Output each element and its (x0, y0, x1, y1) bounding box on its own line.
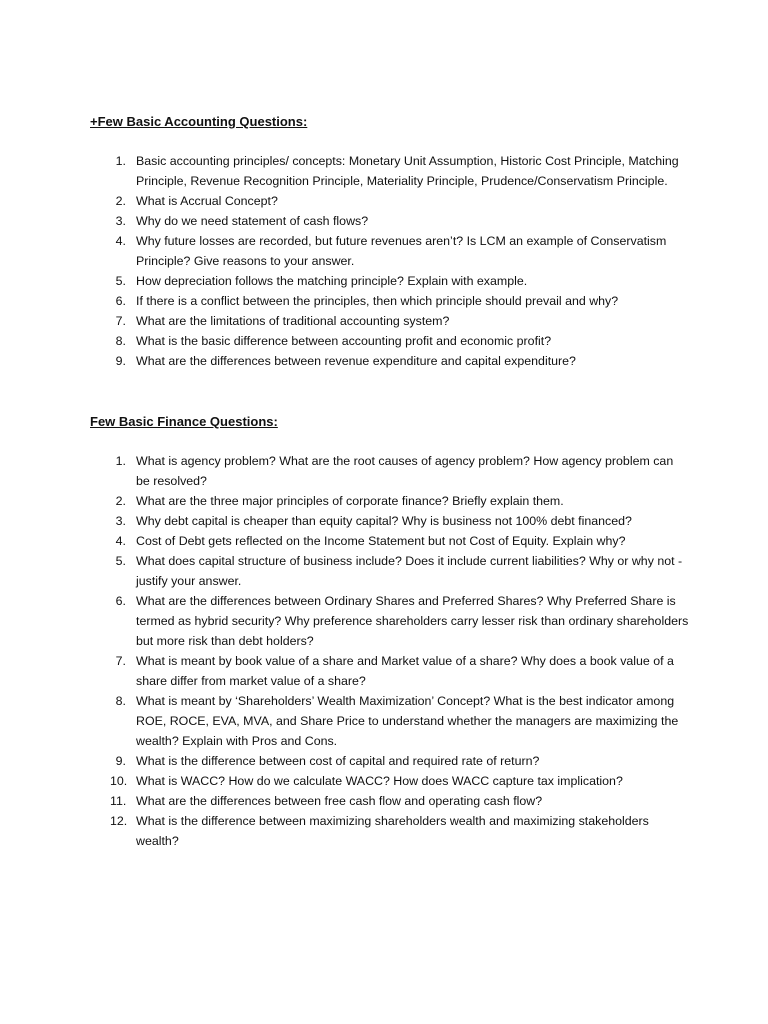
finance-heading: Few Basic Finance Questions: (90, 414, 278, 429)
finance-question-list (110, 451, 690, 851)
question-number: 9. (115, 354, 126, 368)
question-number: 1. (115, 454, 126, 468)
question-number: 3. (115, 214, 126, 228)
question-number: 8. (115, 334, 126, 348)
question-number: 12. (110, 814, 128, 828)
question-number: 2. (115, 194, 126, 208)
question-text: Basic accounting principles/ concepts: Monetary Unit Assumption, Historic Cost Principle, Matching Principle, Revenue Recognition Principle, Materiality Principle, Prudence/Conservatism Principle. (136, 154, 679, 188)
question-text: Cost of Debt gets reflected on the Income Statement but not Cost of Equity. Explain why? (136, 534, 626, 548)
finance-question-9 (110, 751, 690, 771)
accounting-question-6 (110, 291, 690, 311)
question-text: Why do we need statement of cash flows? (136, 214, 369, 228)
question-text: How depreciation follows the matching principle? Explain with example. (136, 274, 528, 288)
accounting-question-8 (110, 331, 690, 351)
question-number: 5. (115, 274, 126, 288)
question-text: What are the differences between revenue expenditure and capital expenditure? (136, 354, 576, 368)
question-text: What are the differences between Ordinary Shares and Preferred Shares? Why Preferred Share is termed as hybrid security? Why preference shareholders carry lesser risk than ordinary shareholders but more risk than debt holders? (136, 594, 689, 648)
question-number: 9. (115, 754, 126, 768)
question-number: 5. (115, 554, 126, 568)
question-text: What are the differences between free cash flow and operating cash flow? (136, 794, 543, 808)
question-number: 1. (115, 154, 126, 168)
finance-question-4 (110, 531, 690, 551)
question-number: 8. (115, 694, 126, 708)
finance-question-11 (110, 791, 690, 811)
finance-question-5 (110, 551, 690, 591)
question-text: What does capital structure of business include? Does it include current liabilities? Why or why not - justify your answer. (136, 554, 683, 588)
question-number: 11. (110, 794, 127, 808)
question-number: 7. (115, 314, 126, 328)
accounting-question-4 (110, 231, 690, 271)
finance-question-8 (110, 691, 690, 751)
finance-question-6 (110, 591, 690, 651)
accounting-question-1 (110, 151, 690, 191)
question-number: 2. (115, 494, 126, 508)
finance-question-12 (110, 811, 690, 851)
question-text: If there is a conflict between the principles, then which principle should prevail and why? (136, 294, 619, 308)
question-text: What is meant by ‘Shareholders’ Wealth Maximization’ Concept? What is the best indicator among ROE, ROCE, EVA, MVA, and Share Price to understand whether the managers are maximizing the wealth? Explain with Pros and Cons. (136, 694, 679, 748)
accounting-question-2 (110, 191, 690, 211)
question-number: 6. (115, 594, 126, 608)
question-number: 6. (115, 294, 126, 308)
accounting-heading: +Few Basic Accounting Questions: (90, 114, 308, 129)
question-text: What is Accrual Concept? (136, 194, 278, 208)
question-number: 4. (115, 534, 126, 548)
finance-question-2 (110, 491, 690, 511)
finance-question-10 (110, 771, 690, 791)
accounting-question-3 (110, 211, 690, 231)
question-number: 7. (115, 654, 126, 668)
accounting-question-7 (110, 311, 690, 331)
question-number: 3. (115, 514, 126, 528)
question-text: What is agency problem? What are the root causes of agency problem? How agency problem can be resolved? (136, 454, 674, 488)
question-text: What is the difference between maximizing shareholders wealth and maximizing stakeholders wealth? (136, 814, 649, 848)
finance-question-7 (110, 651, 690, 691)
question-text: What is the difference between cost of capital and required rate of return? (136, 754, 540, 768)
question-text: What are the limitations of traditional accounting system? (136, 314, 450, 328)
question-text: Why debt capital is cheaper than equity capital? Why is business not 100% debt financed? (136, 514, 632, 528)
question-text: What is WACC? How do we calculate WACC? How does WACC capture tax implication? (136, 774, 623, 788)
accounting-question-9 (110, 351, 690, 371)
question-number: 4. (115, 234, 126, 248)
finance-question-1 (110, 451, 690, 491)
question-text: What is meant by book value of a share and Market value of a share? Why does a book value of a share differ from market value of a share? (136, 654, 674, 688)
accounting-question-list (110, 151, 690, 371)
question-text: What are the three major principles of corporate finance? Briefly explain them. (136, 494, 564, 508)
question-text: Why future losses are recorded, but future revenues aren’t? Is LCM an example of Conservatism Principle? Give reasons to your answer. (136, 234, 667, 268)
question-text: What is the basic difference between accounting profit and economic profit? (136, 334, 552, 348)
finance-question-3 (110, 511, 690, 531)
accounting-question-5 (110, 271, 690, 291)
question-number: 10. (110, 774, 128, 788)
